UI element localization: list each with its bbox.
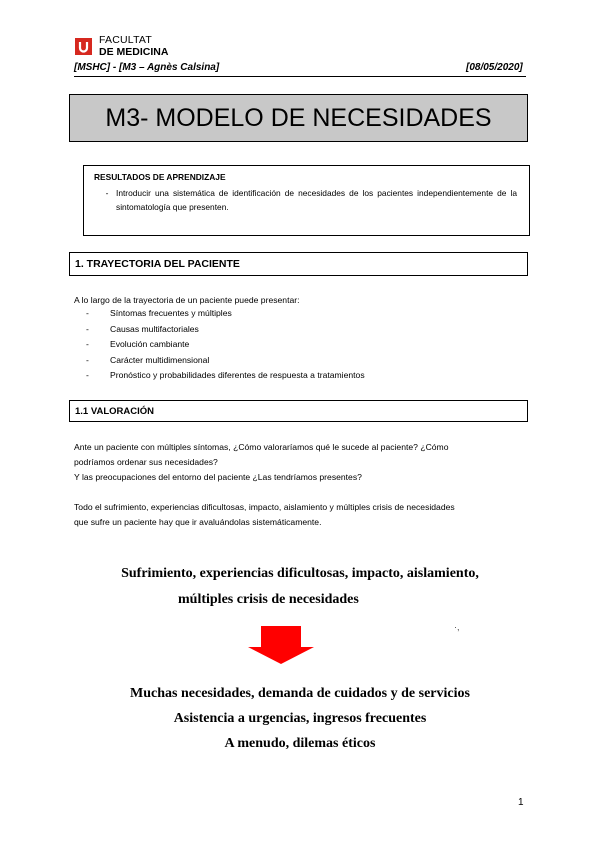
assessment-question-line: podríamos ordenar sus necesidades? [74, 457, 218, 467]
document-date: [08/05/2020] [466, 62, 523, 73]
learning-outcome-text: Introducir una sistemática de identificación de necesidades de los pacientes independientemente de la sintomatología que presenten. [116, 188, 517, 212]
list-item [86, 308, 365, 324]
bullet-dash: - [86, 339, 89, 349]
suffering-line: Todo el sufrimiento, experiencias dificultosas, impacto, aislamiento y múltiples crisis de necesidades [74, 502, 455, 512]
list-item [86, 355, 365, 371]
list-item-text: Pronóstico y probabilidades diferentes de respuesta a tratamientos [110, 370, 365, 380]
section-heading-assessment: 1.1 VALORACIÓN [69, 400, 528, 422]
assessment-question-line: Y las preocupaciones del entorno del paciente ¿Las tendríamos presentes? [74, 472, 362, 482]
faculty-name [99, 34, 168, 58]
diagram-result-line-3: A menudo, dilemas éticos [224, 736, 376, 751]
list-item-text: Carácter multidimensional [110, 354, 210, 365]
list-item [86, 370, 365, 386]
stray-mark: ·, [454, 622, 460, 632]
section-heading-trajectory: 1. TRAYECTORIA DEL PACIENTE [69, 252, 528, 276]
learning-outcomes-box [83, 165, 530, 236]
faculty-line-1: FACULTAT [99, 34, 152, 46]
trajectory-list [86, 308, 365, 386]
bullet-dash: - [86, 323, 89, 334]
bullet-dash: - [86, 370, 89, 380]
list-item [86, 324, 365, 340]
bullet-dash: - [86, 354, 89, 365]
diagram-result-line-2: Asistencia a urgencias, ingresos frecuentes [173, 711, 427, 726]
assessment-suffering-paragraph [74, 500, 529, 530]
diagram-source-line-1: Sufrimiento, experiencias dificultosas, impacto, aislamiento, [121, 566, 479, 581]
bullet-dash: - [105, 188, 109, 198]
university-logo [75, 38, 92, 55]
assessment-question-line: Ante un paciente con múltiples síntomas, ¿Cómo valoraríamos qué le sucede al paciente? ¿Cómo [74, 442, 449, 452]
list-item-text: Síntomas frecuentes y múltiples [110, 308, 232, 318]
course-reference: [MSHC] - [M3 – Agnès Calsina] [74, 62, 220, 73]
learning-outcome-item [94, 186, 517, 214]
list-item [86, 339, 365, 355]
header-divider [74, 76, 526, 77]
diagram-result-line-1: Muchas necesidades, demanda de cuidados y de servicios [130, 686, 470, 701]
bullet-dash: - [86, 308, 89, 318]
list-item-text: Causas multifactoriales [110, 323, 199, 334]
down-arrow-icon [248, 626, 314, 669]
page-number: 1 [518, 797, 524, 808]
learning-outcomes-heading: RESULTADOS DE APRENDIZAJE [94, 172, 226, 182]
trajectory-intro: A lo largo de la trayectoria de un paciente puede presentar: [74, 295, 300, 305]
diagram-source-line-2: múltiples crisis de necesidades [178, 592, 359, 607]
assessment-questions [74, 440, 529, 485]
faculty-line-2: DE MEDICINA [99, 46, 169, 58]
list-item-text: Evolución cambiante [110, 339, 190, 349]
page-title: M3- MODELO DE NECESIDADES [69, 94, 528, 142]
suffering-line: que sufre un paciente hay que ir avaluándolas sistemáticamente. [74, 517, 322, 527]
